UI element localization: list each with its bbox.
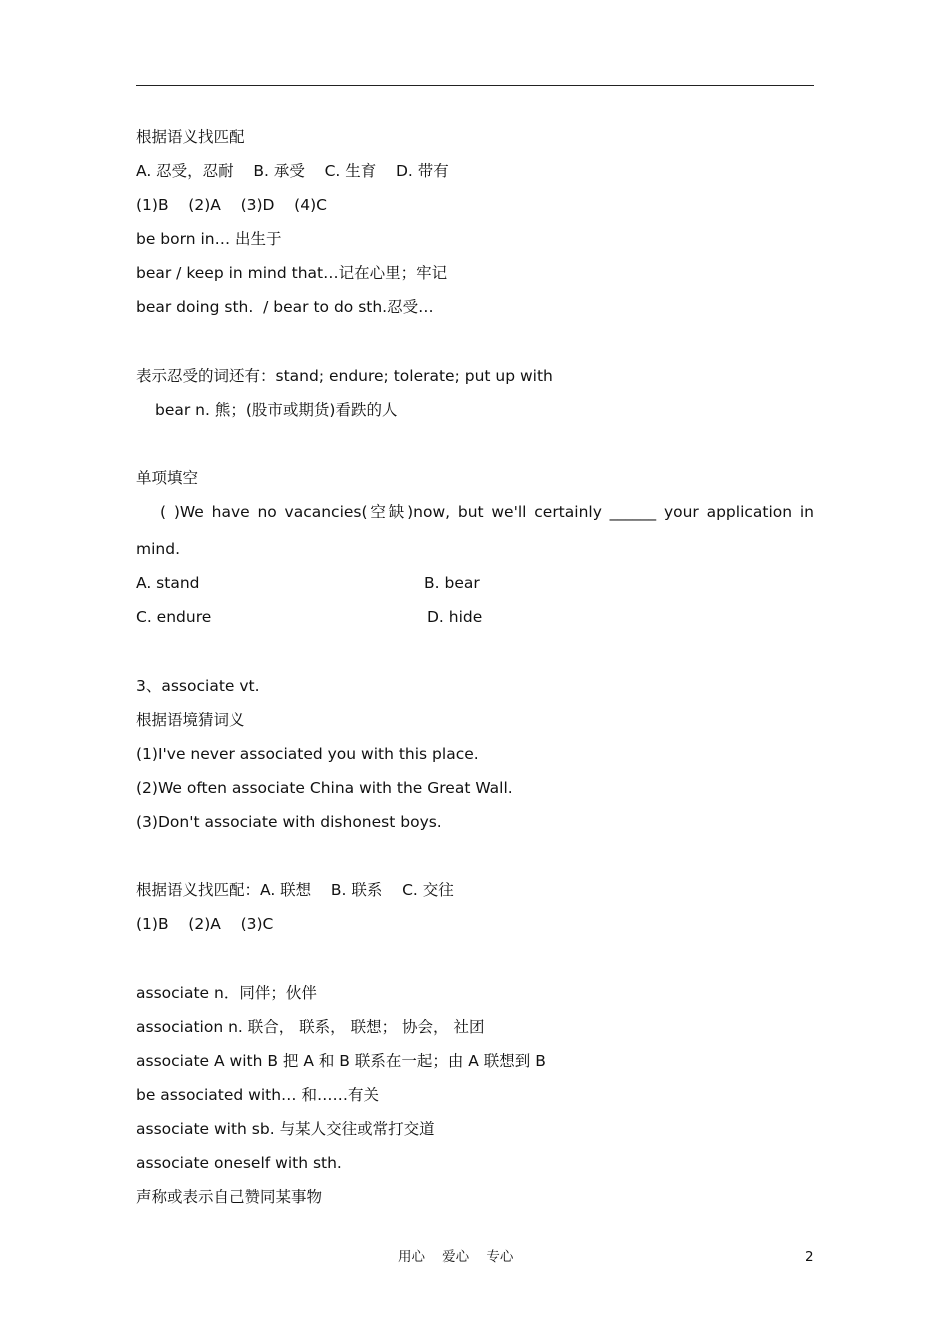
footer-motto: 用心 爱心 专心	[398, 1249, 514, 1265]
vocab-heading: 3、associate vt.	[136, 677, 260, 695]
option-c: C. endure	[136, 608, 212, 626]
phrase-line: bear doing sth. / bear to do sth.忍受…	[136, 298, 434, 316]
phrase-line: associate A with B 把 A 和 B 联系在一起；由 A 联想到 B	[136, 1052, 546, 1070]
phrase-line: associate oneself with sth.	[136, 1154, 342, 1172]
option-d: D. hide	[427, 608, 483, 626]
header-rule	[136, 85, 814, 86]
section-heading: 根据语义找匹配	[136, 128, 245, 146]
example-sentence: (1)I've never associated you with this place.	[136, 745, 479, 763]
phrase-line: be associated with… 和……有关	[136, 1086, 379, 1104]
meaning-options: A. 忍受，忍耐 B. 承受 C. 生育 D. 带有	[136, 162, 449, 180]
page-number: 2	[805, 1249, 814, 1265]
synonym-line: 表示忍受的词还有：stand; endure; tolerate; put up with	[136, 367, 553, 385]
phrase-line: associate n．同伴；伙伴	[136, 984, 317, 1002]
option-b: B. bear	[424, 574, 480, 592]
meaning-options: 根据语义找匹配：A. 联想 B. 联系 C. 交往	[136, 881, 454, 899]
example-sentence: (2)We often associate China with the Great Wall.	[136, 779, 513, 797]
phrase-meaning: 声称或表示自己赞同某事物	[136, 1188, 323, 1206]
answer-line: (1)B (2)A (3)D (4)C	[136, 196, 327, 214]
noun-meaning-line: bear n. 熊；(股市或期货)看跌的人	[155, 401, 398, 419]
phrase-line: bear / keep in mind that…记在心里；牢记	[136, 264, 448, 282]
phrase-line: be born in… 出生于	[136, 230, 282, 248]
question-text-continued: mind.	[136, 540, 180, 558]
section-heading: 根据语境猜词义	[136, 711, 245, 729]
option-a: A. stand	[136, 574, 200, 592]
phrase-line: associate with sb. 与某人交往或常打交道	[136, 1120, 435, 1138]
example-sentence: (3)Don't associate with dishonest boys.	[136, 813, 442, 831]
question-text: ( )We have no vacancies(空缺)now, but we'll certainly ______ your application in	[160, 503, 814, 521]
section-heading: 单项填空	[136, 469, 199, 487]
answer-line: (1)B (2)A (3)C	[136, 915, 274, 933]
phrase-line: association n. 联合， 联系， 联想； 协会， 社团	[136, 1018, 485, 1036]
